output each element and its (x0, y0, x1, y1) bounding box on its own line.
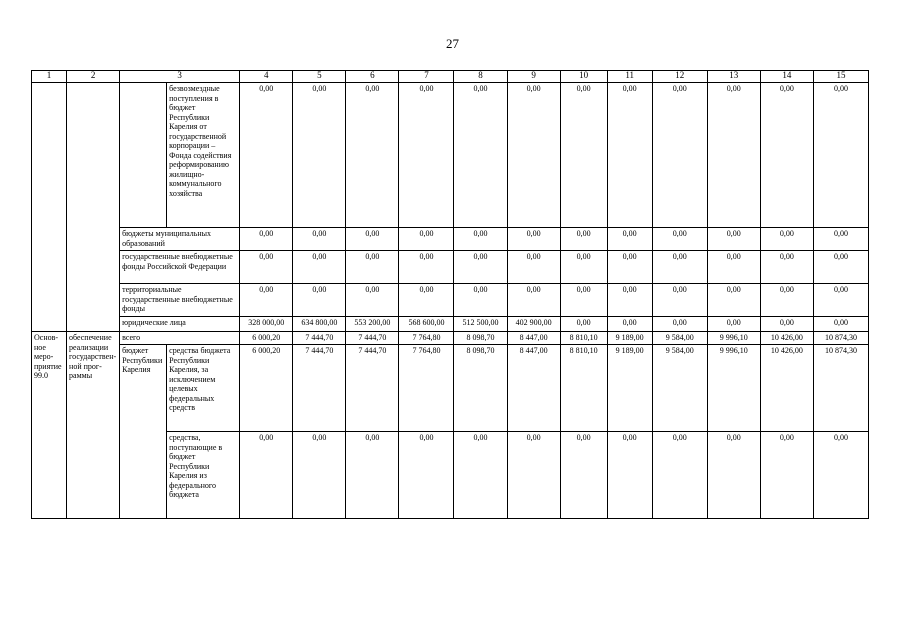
value-cell: 7 764,80 (399, 332, 454, 345)
header-cell: 7 (399, 71, 454, 83)
value-cell: 402 900,00 (507, 317, 560, 332)
name-cell: обеспечение реализации государственной программы (67, 332, 120, 519)
value-cell: 7 444,70 (293, 332, 346, 345)
value-cell: 0,00 (240, 251, 293, 284)
value-cell: 0,00 (399, 284, 454, 317)
value-cell: 0,00 (399, 228, 454, 251)
value-cell: 0,00 (607, 317, 652, 332)
value-cell: 0,00 (652, 228, 707, 251)
table-row (32, 83, 869, 228)
value-cell: 10 874,30 (813, 345, 868, 432)
value-cell: 634 800,00 (293, 317, 346, 332)
value-cell: 0,00 (240, 284, 293, 317)
value-cell: 9 189,00 (607, 345, 652, 432)
empty-cell (32, 83, 67, 332)
value-cell: 0,00 (240, 228, 293, 251)
source-cell: юридические лица (120, 317, 240, 332)
header-cell: 6 (346, 71, 399, 83)
value-cell: 0,00 (652, 251, 707, 284)
value-cell: 0,00 (293, 83, 346, 228)
header-cell: 5 (293, 71, 346, 83)
value-cell: 0,00 (346, 83, 399, 228)
value-cell: 0,00 (707, 228, 760, 251)
value-cell: 0,00 (399, 83, 454, 228)
value-cell: 0,00 (293, 228, 346, 251)
header-cell: 11 (607, 71, 652, 83)
value-cell: 0,00 (454, 228, 507, 251)
value-cell: 6 000,20 (240, 345, 293, 432)
value-cell: 0,00 (240, 432, 293, 519)
value-cell: 9 996,10 (707, 332, 760, 345)
value-cell: 0,00 (507, 432, 560, 519)
page-number: 27 (446, 36, 459, 51)
value-cell: 0,00 (607, 432, 652, 519)
table-row (32, 345, 869, 432)
source-cell: средства бюджета Республики Карелия, за исключением целевых федеральных средств (167, 345, 240, 432)
value-cell: 0,00 (813, 284, 868, 317)
value-cell: 8 810,10 (560, 332, 607, 345)
value-cell: 0,00 (346, 251, 399, 284)
table-row (32, 228, 869, 251)
total-label-cell: всего (120, 332, 240, 345)
value-cell: 0,00 (293, 284, 346, 317)
value-cell: 0,00 (346, 432, 399, 519)
value-cell: 0,00 (399, 251, 454, 284)
source-cell: средства, поступающие в бюджет Республики Карелия из федерального бюджета (167, 432, 240, 519)
value-cell: 0,00 (760, 317, 813, 332)
value-cell: 0,00 (560, 251, 607, 284)
empty-cell (67, 83, 120, 332)
value-cell: 0,00 (293, 432, 346, 519)
value-cell: 8 447,00 (507, 345, 560, 432)
value-cell: 328 000,00 (240, 317, 293, 332)
value-cell: 0,00 (507, 251, 560, 284)
value-cell: 0,00 (399, 432, 454, 519)
empty-cell (120, 83, 167, 228)
value-cell: 0,00 (607, 251, 652, 284)
source-cell: бюджеты муниципальных образований (120, 228, 240, 251)
table-row (32, 251, 869, 284)
value-cell: 8 098,70 (454, 345, 507, 432)
value-cell: 0,00 (652, 284, 707, 317)
value-cell: 0,00 (607, 228, 652, 251)
value-cell: 10 426,00 (760, 332, 813, 345)
value-cell: 7 444,70 (346, 345, 399, 432)
value-cell: 0,00 (652, 317, 707, 332)
value-cell: 568 600,00 (399, 317, 454, 332)
value-cell: 8 810,10 (560, 345, 607, 432)
value-cell: 0,00 (707, 284, 760, 317)
value-cell: 0,00 (507, 83, 560, 228)
source-cell: государственные внебюджетные фонды Российской Федерации (120, 251, 240, 284)
value-cell: 10 426,00 (760, 345, 813, 432)
header-cell: 13 (707, 71, 760, 83)
header-cell: 1 (32, 71, 67, 83)
source-cell: территориальные государственные внебюджетные фонды (120, 284, 240, 317)
source-cell: безвозмездные поступления в бюджет Республики Карелия от государственной корпорации – Фонда содействия реформированию жилищно-коммунального хозяйства (167, 83, 240, 228)
value-cell: 7 444,70 (293, 345, 346, 432)
value-cell: 0,00 (507, 284, 560, 317)
value-cell: 0,00 (560, 83, 607, 228)
header-cell: 12 (652, 71, 707, 83)
value-cell: 9 996,10 (707, 345, 760, 432)
value-cell: 0,00 (454, 83, 507, 228)
header-cell: 9 (507, 71, 560, 83)
value-cell: 0,00 (760, 432, 813, 519)
value-cell: 0,00 (607, 284, 652, 317)
value-cell: 0,00 (760, 251, 813, 284)
value-cell: 512 500,00 (454, 317, 507, 332)
value-cell: 0,00 (813, 432, 868, 519)
budget-label-cell: бюджет Республики Карелия (120, 345, 167, 519)
value-cell: 7 444,70 (346, 332, 399, 345)
value-cell: 0,00 (454, 284, 507, 317)
value-cell: 0,00 (760, 284, 813, 317)
value-cell: 6 000,20 (240, 332, 293, 345)
value-cell: 0,00 (813, 228, 868, 251)
table-row (32, 284, 869, 317)
value-cell: 0,00 (293, 251, 346, 284)
value-cell: 8 098,70 (454, 332, 507, 345)
value-cell: 0,00 (607, 83, 652, 228)
header-cell: 8 (454, 71, 507, 83)
header-cell: 2 (67, 71, 120, 83)
value-cell: 0,00 (707, 83, 760, 228)
value-cell: 7 764,80 (399, 345, 454, 432)
value-cell: 0,00 (240, 83, 293, 228)
value-cell: 8 447,00 (507, 332, 560, 345)
value-cell: 0,00 (346, 284, 399, 317)
value-cell: 0,00 (813, 83, 868, 228)
value-cell: 0,00 (507, 228, 560, 251)
value-cell: 0,00 (652, 83, 707, 228)
value-cell: 0,00 (454, 432, 507, 519)
value-cell: 0,00 (560, 317, 607, 332)
value-cell: 9 189,00 (607, 332, 652, 345)
value-cell: 553 200,00 (346, 317, 399, 332)
header-cell: 10 (560, 71, 607, 83)
header-row (32, 71, 869, 83)
header-cell: 14 (760, 71, 813, 83)
value-cell: 0,00 (560, 432, 607, 519)
header-cell: 4 (240, 71, 293, 83)
value-cell: 9 584,00 (652, 332, 707, 345)
value-cell: 0,00 (813, 317, 868, 332)
value-cell: 0,00 (707, 432, 760, 519)
table-row (32, 332, 869, 345)
value-cell: 0,00 (760, 228, 813, 251)
value-cell: 0,00 (454, 251, 507, 284)
value-cell: 0,00 (707, 317, 760, 332)
status-cell: Основное мероприятие 99.0 (32, 332, 67, 519)
value-cell: 0,00 (346, 228, 399, 251)
value-cell: 0,00 (560, 284, 607, 317)
value-cell: 0,00 (560, 228, 607, 251)
table-row (32, 317, 869, 332)
value-cell: 0,00 (813, 251, 868, 284)
value-cell: 10 874,30 (813, 332, 868, 345)
value-cell: 0,00 (652, 432, 707, 519)
header-cell: 15 (813, 71, 868, 83)
header-cell: 3 (120, 71, 240, 83)
value-cell: 0,00 (707, 251, 760, 284)
value-cell: 0,00 (760, 83, 813, 228)
value-cell: 9 584,00 (652, 345, 707, 432)
budget-table (31, 70, 869, 519)
